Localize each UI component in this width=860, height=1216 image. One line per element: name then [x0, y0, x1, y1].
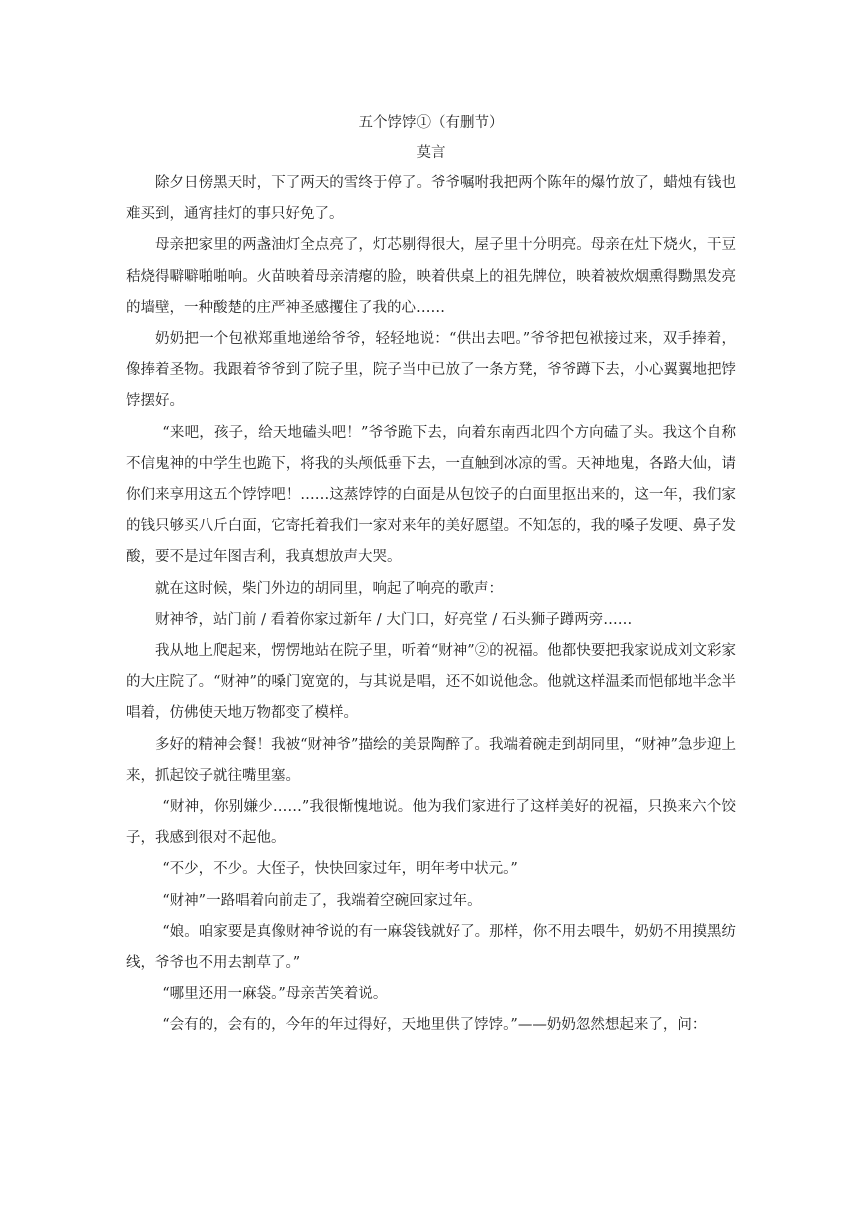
paragraph: “财神”一路唱着向前走了，我端着空碗回家过年。 — [162, 892, 482, 909]
song-lyrics: 财神爷，站门前 / 看着你家过新年 / 大门口，好亮堂 / 石头狮子蹲两旁…… — [155, 611, 633, 628]
paragraph: 就在这时候，柴门外边的胡同里，响起了响亮的歌声： — [155, 580, 503, 597]
article-title: 五个饽饽①（有删节） — [358, 115, 504, 131]
paragraph: 我从地上爬起来，愣愣地站在院子里，听着“财神”②的祝福。他都快要把我家说成刘文彩家的大庄院了。“财神”的嗓门宽宽的，与其说是唱，还不如说他念。他就这样温柔而悒郁地半念半唱着，仿佛使天地万物都变了模样。 — [126, 643, 736, 722]
paragraph: “娘。咱家要是真像财神爷说的有一麻袋钱就好了。那样，你不用去喂牛，奶奶不用摸黑纺线，爷爷也不用去割草了。” — [126, 923, 736, 972]
paragraph: 除夕日傍黑天时，下了两天的雪终于停了。爷爷嘱咐我把两个陈年的爆竹放了，蜡烛有钱也难买到，通宵挂灯的事只好免了。 — [126, 175, 736, 223]
paragraph: “会有的，会有的，今年的年过得好，天地里供了饽饽。”——奶奶忽然想起来了，问： — [162, 1017, 707, 1034]
paragraph: “来吧，孩子，给天地磕头吧！”爷爷跪下去，向着东南西北四个方向磕了头。我这个自称不信鬼神的中学生也跪下，将我的头颅低垂下去，一直触到冰凉的雪。天神地鬼，各路大仙，请你们来享用这五个饽饽吧！……这蒸饽饽的白面是从包饺子的白面里抠出来的，这一年，我们家的钱只够买八斤白面，它寄托着我们一家对来年的美好愿望。不知怎的，我的嗓子发哽、鼻子发酸，要不是过年图吉利，我真想放声大哭。 — [126, 424, 736, 566]
paragraph: 奶奶把一个包袱郑重地递给爷爷，轻轻地说：“供出去吧。”爷爷把包袱接过来，双手捧着，像捧着圣物。我跟着爷爷到了院子里，院子当中已放了一条方凳，爷爷蹲下去，小心翼翼地把饽饽摆好。 — [126, 331, 736, 410]
paragraph: “哪里还用一麻袋。”母亲苦笑着说。 — [162, 986, 388, 1003]
article-body — [126, 108, 736, 1042]
paragraph: “财神，你别嫌少……”我很惭愧地说。他为我们家进行了这样美好的祝福，只换来六个饺子，我感到很对不起他。 — [126, 799, 736, 847]
paragraph: 母亲把家里的两盏油灯全点亮了，灯芯剔得很大，屋子里十分明亮。母亲在灶下烧火，干豆秸烧得噼噼啪啪响。火苗映着母亲清瘪的脸，映着供桌上的祖先牌位，映着被炊烟熏得黝黑发亮的墙壁，一种酸楚的庄严神圣感攫住了我的心…… — [126, 237, 736, 316]
paragraph: “不少，不少。大侄子，快快回家过年，明年考中状元。” — [162, 861, 518, 878]
paragraph: 多好的精神会餐！我被“财神爷”描绘的美景陶醉了。我端着碗走到胡同里，“财神”急步迎上来，抓起饺子就往嘴里塞。 — [126, 736, 736, 784]
article-author: 莫言 — [416, 145, 446, 161]
